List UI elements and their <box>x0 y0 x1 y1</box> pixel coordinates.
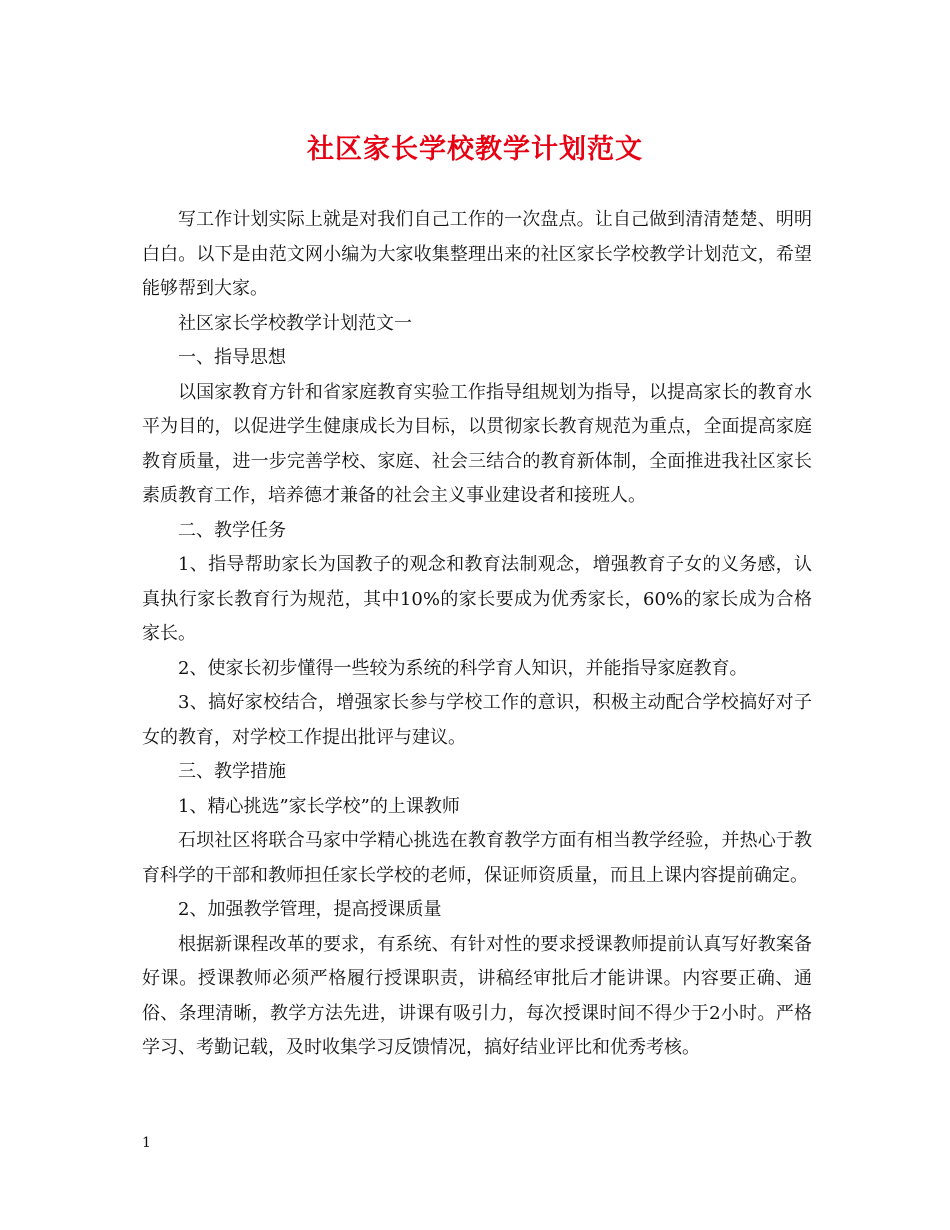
heading-measure-1: 1、精心挑选”家长学校”的上课教师 <box>178 795 460 817</box>
page-number: 1 <box>142 1135 151 1151</box>
heading-measure-2: 2、加强教学管理，提高授课质量 <box>178 899 442 920</box>
paragraph-measure-2: 根据新课程改革的要求，有系统、有针对性的要求授课教师提前认真写好教案备好课。授课教师必须严格履行授课职责，讲稿经审批后才能讲课。内容要正确、通俗、条理清晰，教学方法先进，讲课有吸引力，每次授课时间不得少于2小时。严格学习、考勤记载，及时收集学习反馈情况，搞好结业评比和优秀考核。 <box>142 933 812 1058</box>
paragraph-measure-1: 石坝社区将联合马家中学精心挑选在教育教学方面有相当教学经验，并热心于教育科学的干部和教师担任家长学校的老师，保证师资质量，而且上课内容提前确定。 <box>142 830 812 886</box>
paragraph-task-2: 2、使家长初步懂得一些较为系统的科学育人知识，并能指导家庭教育。 <box>178 657 748 679</box>
paragraph-task-3: 3、搞好家校结合，增强家长参与学校工作的意识，积极主动配合学校搞好对子女的教育，对学校工作提出批评与建议。 <box>142 692 812 748</box>
paragraph-section-title: 社区家长学校教学计划范文一 <box>178 312 412 334</box>
paragraph-guiding-ideology: 以国家教育方针和省家庭教育实验工作指导组规划为指导，以提高家长的教育水平为目的，以促进学生健康成长为目标，以贯彻家长教育规范为重点，全面提高家庭教育质量，进一步完善学校、家庭、社会三结合的教育新体制，全面推进我社区家长素质教育工作，培养德才兼备的社会主义事业建设者和接班人。 <box>142 381 812 506</box>
heading-guiding-ideology: 一、指导思想 <box>178 347 286 368</box>
paragraph-intro: 写工作计划实际上就是对我们自己工作的一次盘点。让自己做到清清楚楚、明明白白。以下是由范文网小编为大家收集整理出来的社区家长学校教学计划范文，希望能够帮到大家。 <box>142 209 812 299</box>
paragraph-task-1: 1、指导帮助家长为国教子的观念和教育法制观念，增强教育子女的义务感，认真执行家长教育行为规范，其中10%的家长要成为优秀家长，60%的家长成为合格家长。 <box>142 554 812 644</box>
heading-teaching-measures: 三、教学措施 <box>178 761 286 782</box>
document-title: 社区家长学校教学计划范文 <box>307 134 643 165</box>
document-body <box>142 203 812 1066</box>
heading-teaching-tasks: 二、教学任务 <box>178 519 286 541</box>
